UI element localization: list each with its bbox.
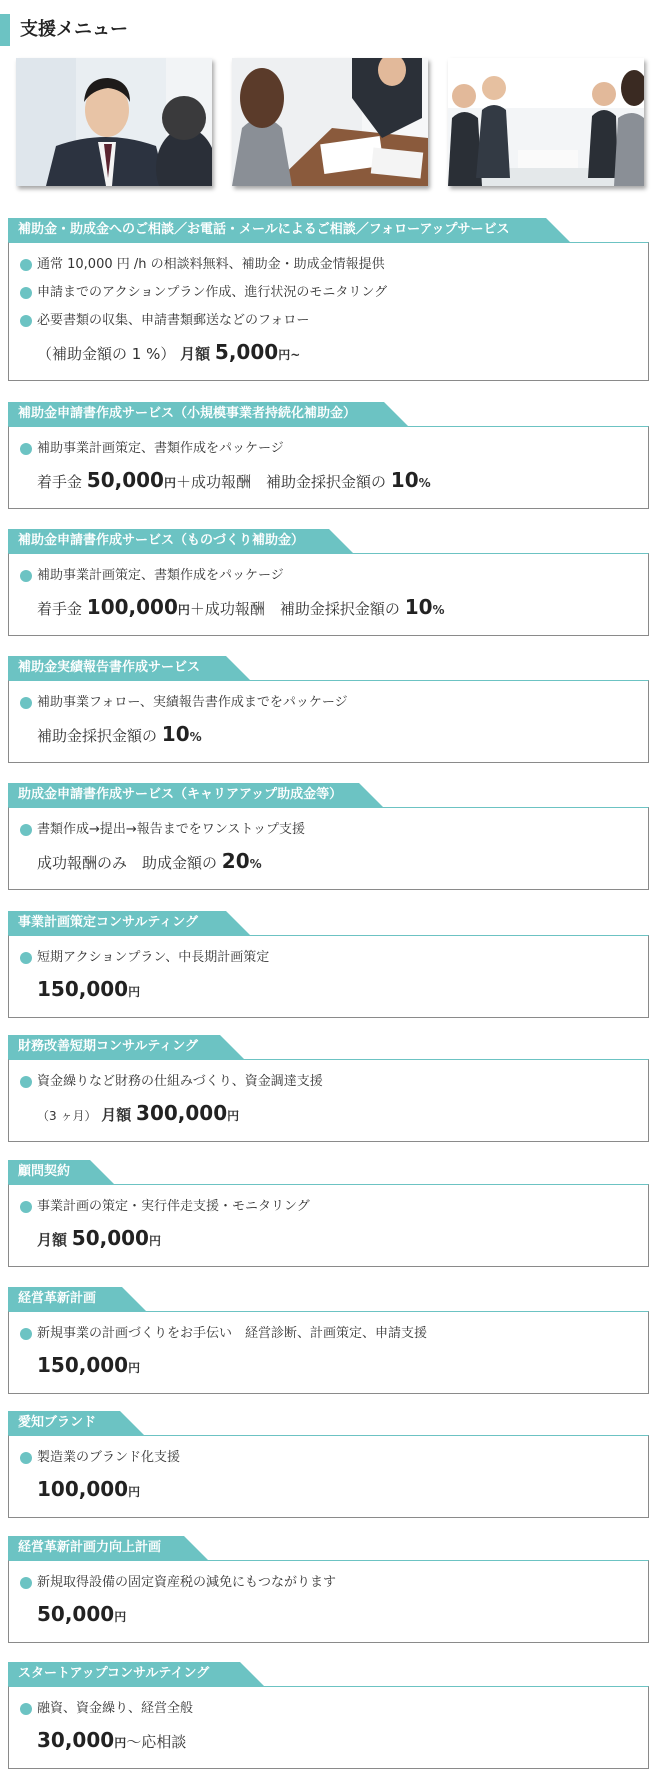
heading-accent-bar (0, 14, 10, 46)
price-unit: % (189, 730, 202, 744)
list-item: 製造業のブランド化支援 (19, 1444, 638, 1472)
price-label: 月額 (37, 1231, 68, 1249)
section-box (8, 1184, 649, 1267)
section-startup-consulting (8, 1662, 649, 1769)
team-meeting-photo (448, 58, 644, 186)
section-title: 愛知ブランド (18, 1415, 97, 1430)
section-title: 補助金・助成金へのご相談／お電話・メールによるご相談／フォローアップサービス (18, 222, 510, 237)
price-suffix: ～応相談 (126, 1733, 187, 1751)
list-item: 通常 10,000 円 /h の相談料無料、補助金・助成金情報提供 (19, 251, 638, 279)
list-item: 補助事業フォロー、実績報告書作成までをパッケージ (19, 689, 638, 717)
price-amount: 50,000 (71, 1226, 149, 1250)
section-tab (8, 1411, 96, 1435)
price-line (19, 463, 638, 500)
meeting-documents-photo (232, 58, 428, 186)
list-item: 必要書類の収集、申請書類郵送などのフォロー (19, 307, 638, 335)
price-amount: 20 (221, 849, 250, 873)
price-line (19, 590, 638, 627)
section-aichi-brand (8, 1411, 649, 1518)
price-line (19, 335, 638, 372)
price-line (19, 972, 638, 1009)
price-period: （3 ヶ月） (37, 1109, 97, 1123)
list-item: 資金繰りなど財務の仕組みづくり、資金調達支援 (19, 1068, 638, 1096)
section-tab (8, 402, 356, 426)
section-monozukuri-subsidy (8, 529, 649, 636)
photo-row (16, 58, 646, 186)
page-title: 支援メニュー (20, 19, 128, 40)
price-rate: 10 (404, 595, 433, 619)
price-label: 月額 (180, 345, 211, 363)
section-box (8, 935, 649, 1018)
price-line (19, 1221, 638, 1258)
price-unit: 円~ (278, 348, 301, 362)
price-line (19, 1723, 638, 1760)
section-tab (8, 783, 342, 807)
section-title: 助成金申請書作成サービス（キャリアアップ助成金等） (18, 787, 343, 802)
section-title: 経営革新計画 (18, 1291, 97, 1306)
price-unit: 円 (128, 1485, 141, 1499)
section-innovation-capability (8, 1536, 649, 1643)
price-line (19, 1096, 638, 1133)
price-prefix: 着手金 (37, 473, 83, 491)
section-title: 補助金申請書作成サービス（ものづくり補助金） (18, 533, 305, 548)
section-tab (8, 1287, 96, 1311)
price-amount: 150,000 (37, 977, 129, 1001)
price-prefix: 補助金採択金額の (37, 727, 158, 745)
price-prefix: 着手金 (37, 600, 83, 618)
section-advisory-contract (8, 1160, 649, 1267)
section-box (8, 1435, 649, 1518)
section-tab (8, 1536, 161, 1560)
list-item: 補助事業計画策定、書類作成をパッケージ (19, 435, 638, 463)
section-tab (8, 218, 510, 242)
section-performance-report (8, 656, 649, 763)
section-box (8, 680, 649, 763)
section-box (8, 1059, 649, 1142)
price-amount: 30,000 (37, 1728, 115, 1752)
price-line (19, 844, 638, 881)
price-amount: 150,000 (37, 1353, 129, 1377)
section-small-business-subsidy (8, 402, 649, 509)
list-item: 書類作成→提出→報告までをワンストップ支援 (19, 816, 638, 844)
price-amount: 300,000 (136, 1101, 228, 1125)
price-amount: 50,000 (86, 468, 164, 492)
price-unit: % (249, 857, 262, 871)
price-unit: 円 (227, 1109, 240, 1123)
section-box (8, 1560, 649, 1643)
price-prefix: 成功報酬のみ 助成金額の (37, 854, 218, 872)
section-title: 事業計画策定コンサルティング (18, 915, 199, 930)
price-amount: 50,000 (37, 1602, 115, 1626)
price-rate: 10 (390, 468, 419, 492)
price-unit: 円 (163, 476, 176, 490)
page-heading (0, 14, 658, 46)
section-business-plan (8, 911, 649, 1018)
section-title: 顧問契約 (18, 1164, 71, 1179)
price-line (19, 1472, 638, 1509)
section-subsidy-consulting (8, 218, 649, 381)
section-tab (8, 911, 198, 935)
section-box (8, 807, 649, 890)
price-unit: 円 (114, 1736, 127, 1750)
section-tab (8, 529, 304, 553)
section-management-innovation (8, 1287, 649, 1394)
section-title: スタートアップコンサルテイング (18, 1666, 210, 1681)
list-item: 短期アクションプラン、中長期計画策定 (19, 944, 638, 972)
price-amount: 100,000 (37, 1477, 129, 1501)
section-title: 経営革新計画力向上計画 (18, 1540, 162, 1555)
section-box (8, 1686, 649, 1769)
price-prefix: （補助金額の 1 %） (37, 345, 176, 363)
consultant-smiling-photo (16, 58, 212, 186)
price-unit: 円 (177, 603, 190, 617)
price-line (19, 1348, 638, 1385)
price-line (19, 717, 638, 754)
price-unit: 円 (128, 1361, 141, 1375)
price-unit: 円 (128, 985, 141, 999)
price-rate-unit: % (432, 603, 445, 617)
list-item: 融資、資金繰り、経営全般 (19, 1695, 638, 1723)
list-item: 補助事業計画策定、書類作成をパッケージ (19, 562, 638, 590)
section-tab (8, 1035, 198, 1059)
section-tab (8, 1160, 70, 1184)
price-unit: 円 (114, 1610, 127, 1624)
section-title: 財務改善短期コンサルティング (18, 1039, 199, 1054)
list-item: 新規取得設備の固定資産税の減免にもつながります (19, 1569, 638, 1597)
price-suffix: ＋成功報酬 補助金採択金額の (189, 600, 400, 618)
price-line (19, 1597, 638, 1634)
section-tab (8, 656, 200, 680)
list-item: 申請までのアクションプラン作成、進行状況のモニタリング (19, 279, 638, 307)
section-box (8, 553, 649, 636)
section-career-up-grant (8, 783, 649, 890)
price-amount: 100,000 (86, 595, 178, 619)
price-unit: 円 (148, 1234, 161, 1248)
price-label: 月額 (101, 1106, 132, 1124)
section-box (8, 426, 649, 509)
price-amount: 10 (161, 722, 190, 746)
section-title: 補助金実績報告書作成サービス (18, 660, 201, 675)
price-suffix: ＋成功報酬 補助金採択金額の (176, 473, 387, 491)
section-box (8, 1311, 649, 1394)
price-rate-unit: % (418, 476, 431, 490)
list-item: 新規事業の計画づくりをお手伝い 経営診断、計画策定、申請支援 (19, 1320, 638, 1348)
section-financial-improvement (8, 1035, 649, 1142)
price-amount: 5,000 (214, 340, 279, 364)
section-box (8, 242, 649, 381)
section-title: 補助金申請書作成サービス（小規模事業者持続化補助金） (18, 406, 357, 421)
list-item: 事業計画の策定・実行伴走支援・モニタリング (19, 1193, 638, 1221)
section-tab (8, 1662, 209, 1686)
